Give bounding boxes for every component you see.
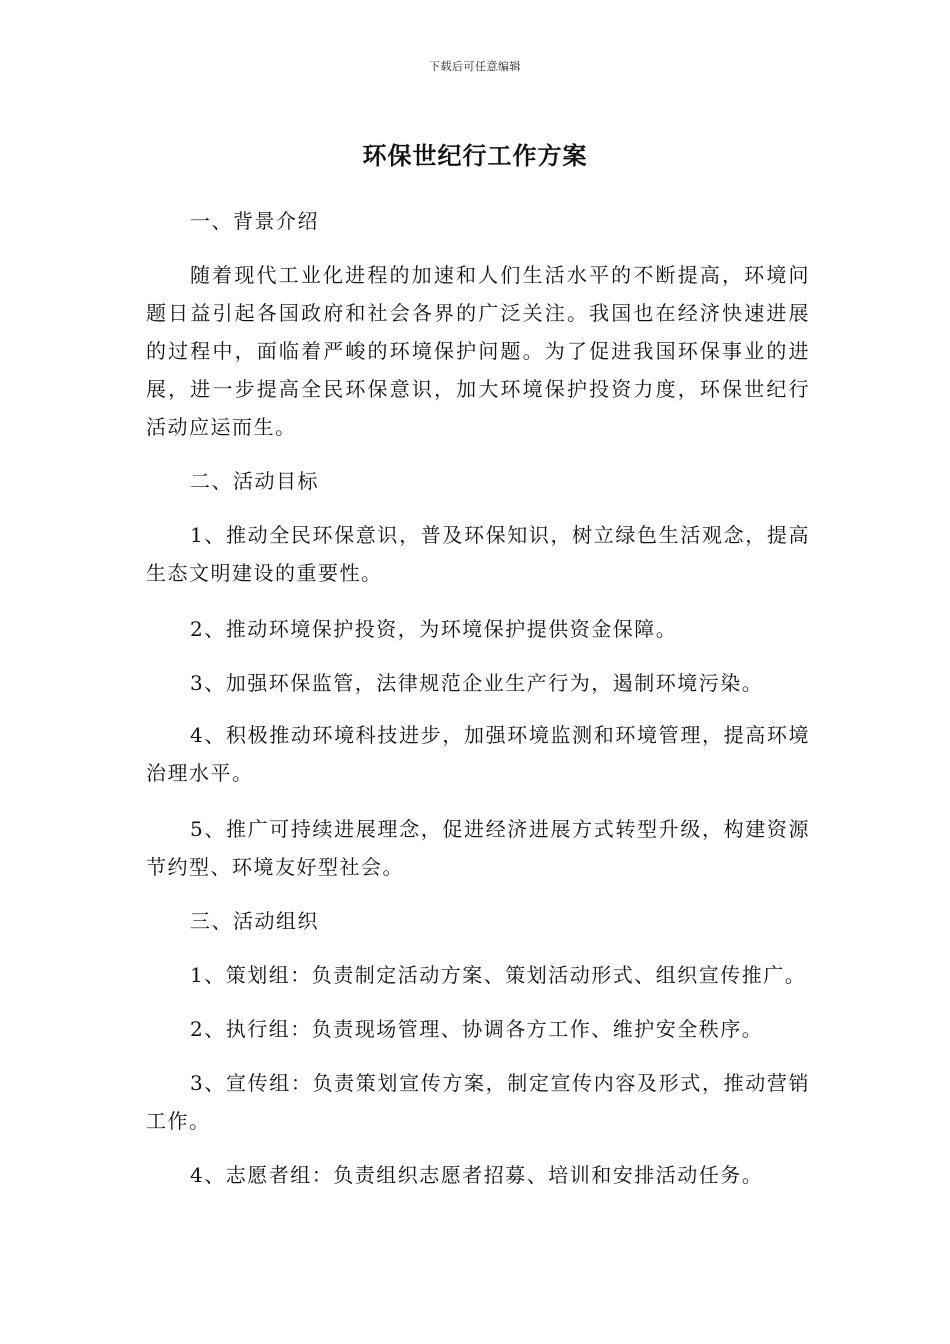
goal-item-1: 1、推动全民环保意识，普及环保知识，树立绿色生活观念，提高生态文明建设的重要性。	[146, 523, 810, 585]
organization-item-4: 4、志愿者组：负责组织志愿者招募、培训和安排活动任务。	[190, 1163, 764, 1187]
goal-item-4: 4、积极推动环境科技进步，加强环境监测和环境管理，提高环境治理水平。	[146, 723, 810, 785]
goal-item-5: 5、推广可持续进展理念，促进经济进展方式转型升级，构建资源节约型、环境友好型社会。	[146, 817, 810, 879]
goal-item-3: 3、加强环保监管，法律规范企业生产行为，遏制环境污染。	[190, 671, 764, 695]
header-note: 下载后可任意编辑	[429, 60, 521, 73]
document-title: 环保世纪行工作方案	[362, 142, 588, 170]
background-paragraph: 随着现代工业化进程的加速和人们生活水平的不断提高，环境问题日益引起各国政府和社会各界的广泛关注。我国也在经济快速进展的过程中，面临着严峻的环境保护问题。为了促进我国环保事业的进展，进一步提高全民环保意识，加大环境保护投资力度，环保世纪行活动应运而生。	[146, 263, 810, 439]
organization-item-2: 2、执行组：负责现场管理、协调各方工作、维护安全秩序。	[190, 1017, 764, 1041]
section-heading-organization: 三、活动组织	[190, 909, 319, 933]
section-heading-background: 一、背景介绍	[190, 209, 319, 233]
organization-item-3: 3、宣传组：负责策划宣传方案，制定宣传内容及形式，推动营销工作。	[146, 1071, 810, 1133]
goal-item-2: 2、推动环境保护投资，为环境保护提供资金保障。	[190, 617, 678, 641]
organization-item-1: 1、策划组：负责制定活动方案、策划活动形式、组织宣传推广。	[190, 963, 807, 987]
section-heading-goals: 二、活动目标	[190, 469, 319, 493]
